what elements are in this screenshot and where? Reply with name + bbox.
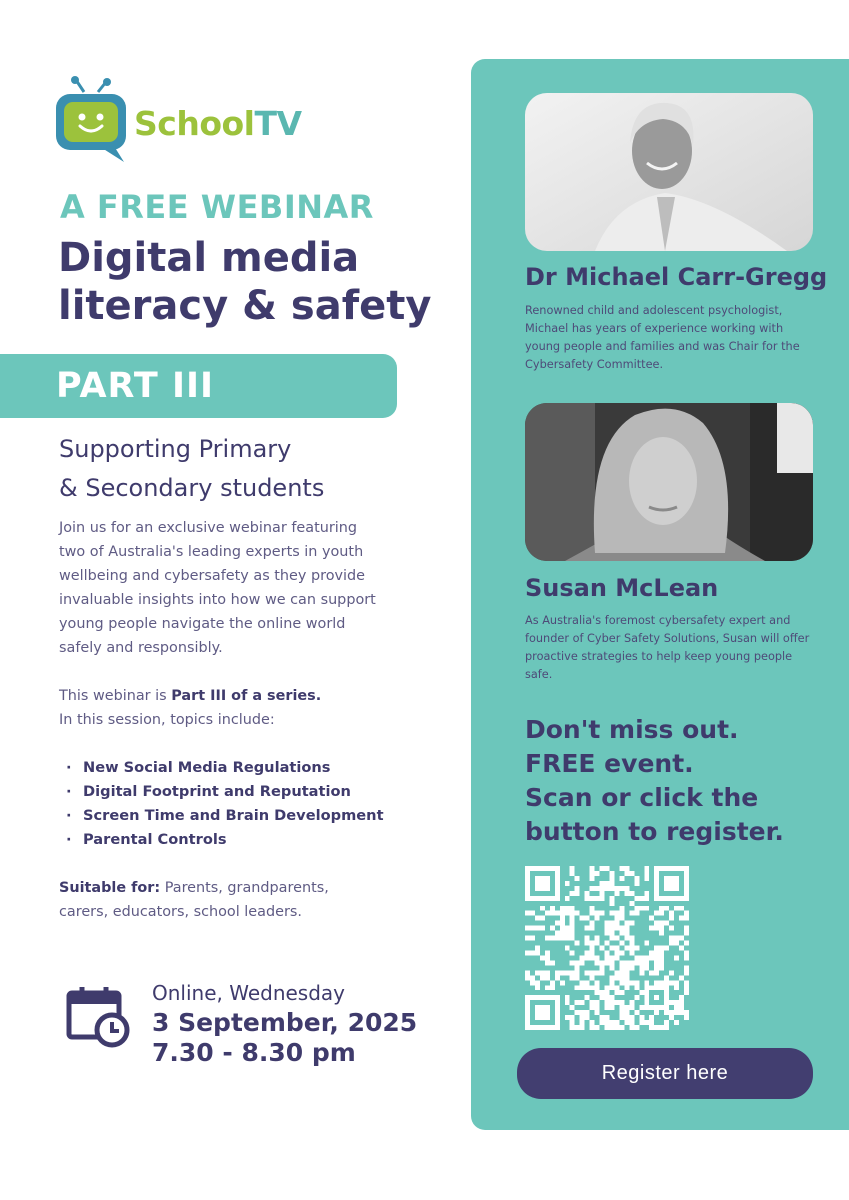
page-title: Digital media literacy & safety bbox=[58, 235, 432, 329]
list-item: · New Social Media Regulations bbox=[66, 759, 331, 776]
register-button[interactable]: Register here bbox=[517, 1048, 813, 1099]
part-label: PART III bbox=[56, 366, 215, 406]
list-item: · Digital Footprint and Reputation bbox=[66, 783, 351, 800]
speaker-photo-carr-gregg bbox=[525, 93, 813, 251]
event-date: 3 September, 2025 bbox=[152, 1008, 418, 1037]
intro-paragraph: Join us for an exclusive webinar featuring two of Australia's leading experts in youth wellbeing and cybersafety as they provide invaluable insights into how we can support young people navigate the online world safely and responsibly. bbox=[59, 520, 376, 656]
topics-list bbox=[66, 756, 384, 852]
speaker-bio: Renowned child and adolescent psychologist, Michael has years of experience working with young people and families and was Chair for the Cybersafety Committee. bbox=[525, 304, 800, 371]
series-note: This webinar is Part III of a series. In this session, topics include: bbox=[59, 688, 322, 728]
suitable-for: Suitable for: Parents, grandparents, carers, educators, school leaders. bbox=[59, 880, 329, 920]
speaker-name: Dr Michael Carr-Gregg bbox=[525, 263, 828, 291]
subtitle: Supporting Primary & Secondary students bbox=[59, 435, 325, 502]
list-item: · Parental Controls bbox=[66, 831, 227, 848]
speaker-name: Susan McLean bbox=[525, 574, 719, 602]
event-day: Online, Wednesday bbox=[152, 981, 346, 1005]
list-item: · Screen Time and Brain Development bbox=[66, 807, 384, 824]
schooltv-logo-icon bbox=[54, 76, 130, 166]
qr-code[interactable] bbox=[525, 866, 689, 1030]
calendar-clock-icon bbox=[66, 986, 134, 1050]
event-time: 7.30 - 8.30 pm bbox=[152, 1038, 356, 1067]
speaker-bio: As Australia's foremost cybersafety expert and founder of Cyber Safety Solutions, Susan will offer proactive strategies to help keep young people safe. bbox=[525, 614, 810, 681]
brand-name: SchoolTV bbox=[134, 104, 302, 143]
speaker-photo-mclean bbox=[525, 403, 813, 561]
kicker: A FREE WEBINAR bbox=[60, 188, 374, 226]
call-to-action: Don't miss out. FREE event. Scan or click the button to register. bbox=[525, 715, 784, 846]
